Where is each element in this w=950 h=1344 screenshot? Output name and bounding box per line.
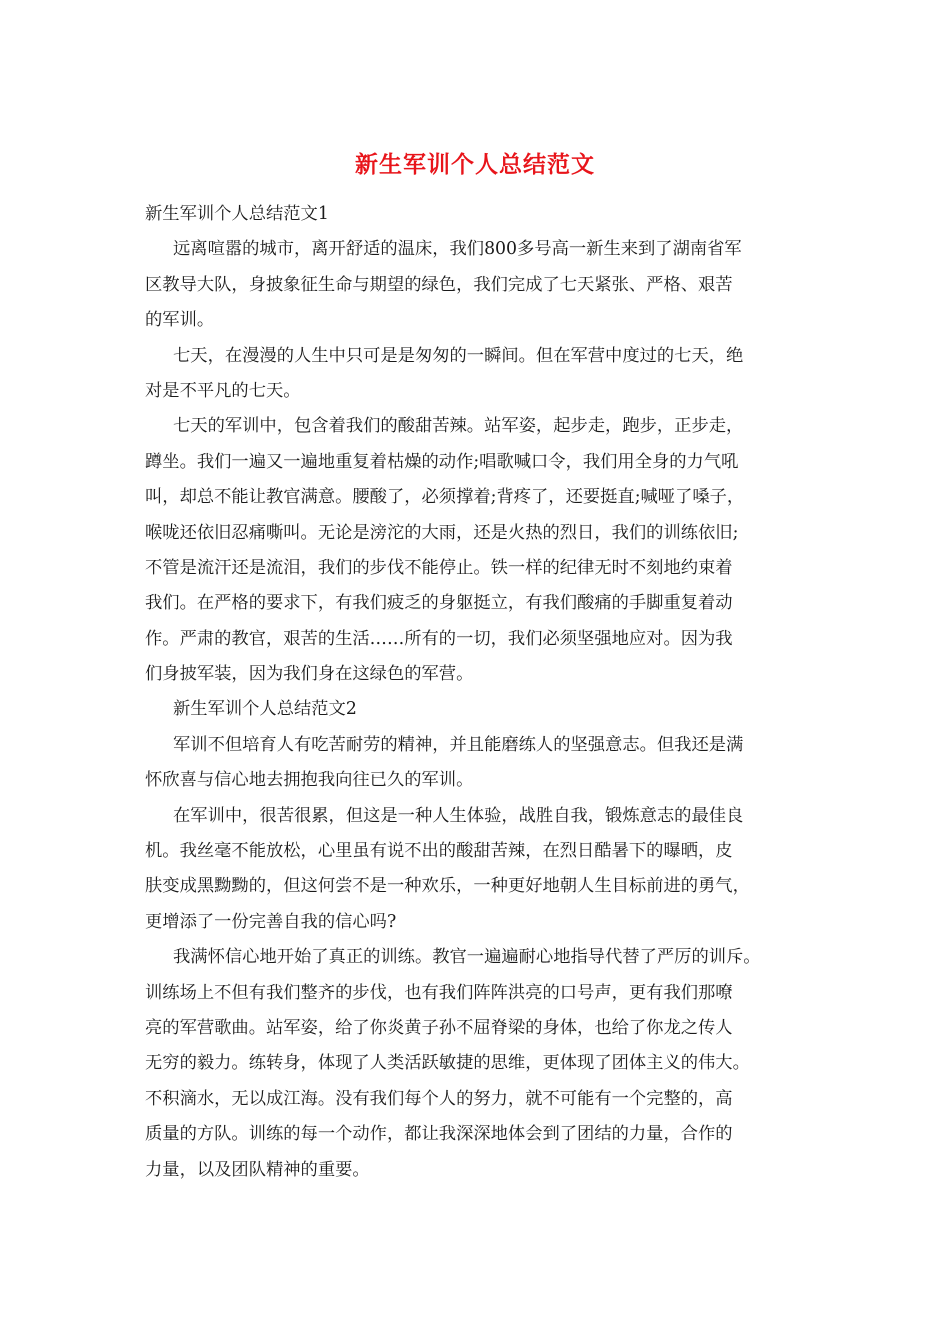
text-line: 蹲坐。我们一遍又一遍地重复着枯燥的动作;唱歌喊口令，我们用全身的力气吼: [145, 451, 739, 472]
text-line: 七天，在漫漫的人生中只可是是匆匆的一瞬间。但在军营中度过的七天，绝: [173, 345, 744, 366]
text-line: 更增添了一份完善自我的信心吗?: [145, 911, 397, 932]
text-line: 新生军训个人总结范文2: [173, 699, 357, 720]
text-line: 喉咙还依旧忍痛嘶叫。无论是滂沱的大雨，还是火热的烈日，我们的训练依旧;: [145, 522, 739, 543]
text-line: 在军训中，很苦很累，但这是一种人生体验，战胜自我，锻炼意志的最佳良: [173, 805, 744, 826]
document-body: [145, 197, 805, 1188]
text-line: 区教导大队，身披象征生命与期望的绿色，我们完成了七天紧张、严格、艰苦: [145, 274, 733, 295]
text-line: 我们。在严格的要求下，有我们疲乏的身躯挺立，有我们酸痛的手脚重复着动: [145, 593, 733, 614]
text-line: 怀欣喜与信心地去拥抱我向往已久的军训。: [145, 770, 474, 791]
text-line: 对是不平凡的七天。: [145, 380, 301, 401]
text-line: 力量，以及团队精神的重要。: [145, 1159, 370, 1180]
text-line: 七天的军训中，包含着我们的酸甜苦辣。站军姿，起步走，跑步，正步走，: [173, 416, 744, 437]
text-line: 肤变成黑黝黝的，但这何尝不是一种欢乐，一种更好地朝人生目标前进的勇气，: [145, 876, 750, 897]
text-line: 我满怀信心地开始了真正的训练。教官一遍遍耐心地指导代替了严厉的训斥。: [173, 947, 761, 968]
text-line: 军训不但培育人有吃苦耐劳的精神，并且能磨练人的坚强意志。但我还是满: [173, 734, 744, 755]
text-line: 新生军训个人总结范文1: [145, 204, 329, 224]
text-line: 不积滴水，无以成江海。没有我们每个人的努力，就不可能有一个完整的，高: [145, 1088, 733, 1109]
text-line: 们身披军装，因为我们身在这绿色的军营。: [145, 664, 474, 685]
text-line: 作。严肃的教官，艰苦的生活……所有的一切，我们必须坚强地应对。因为我: [145, 628, 733, 649]
text-line: 亮的军营歌曲。站军姿，给了你炎黄子孙不屈脊梁的身体，也给了你龙之传人: [145, 1017, 733, 1038]
text-line: 的军训。: [145, 310, 215, 331]
text-line: 质量的方队。训练的每一个动作，都让我深深地体会到了团结的力量，合作的: [145, 1124, 733, 1145]
text-line: 远离喧嚣的城市，离开舒适的温床，我们800多号高一新生来到了湖南省军: [173, 239, 742, 260]
text-line: 叫，却总不能让教官满意。腰酸了，必须撑着;背疼了，还要挺直;喊哑了嗓子，: [145, 487, 745, 508]
text-line: 无穷的毅力。练转身，体现了人类活跃敏捷的思维，更体现了团体主义的伟大。: [145, 1053, 750, 1074]
text-line: 机。我丝毫不能放松，心里虽有说不出的酸甜苦辣，在烈日酷暑下的曝晒，皮: [145, 841, 733, 862]
text-line: 训练场上不但有我们整齐的步伐，也有我们阵阵洪亮的口号声，更有我们那嘹: [145, 982, 733, 1003]
text-line: 不管是流汗还是流泪，我们的步伐不能停止。铁一样的纪律无时不刻地约束着: [145, 557, 733, 578]
document-title: 新生军训个人总结范文: [355, 151, 595, 178]
